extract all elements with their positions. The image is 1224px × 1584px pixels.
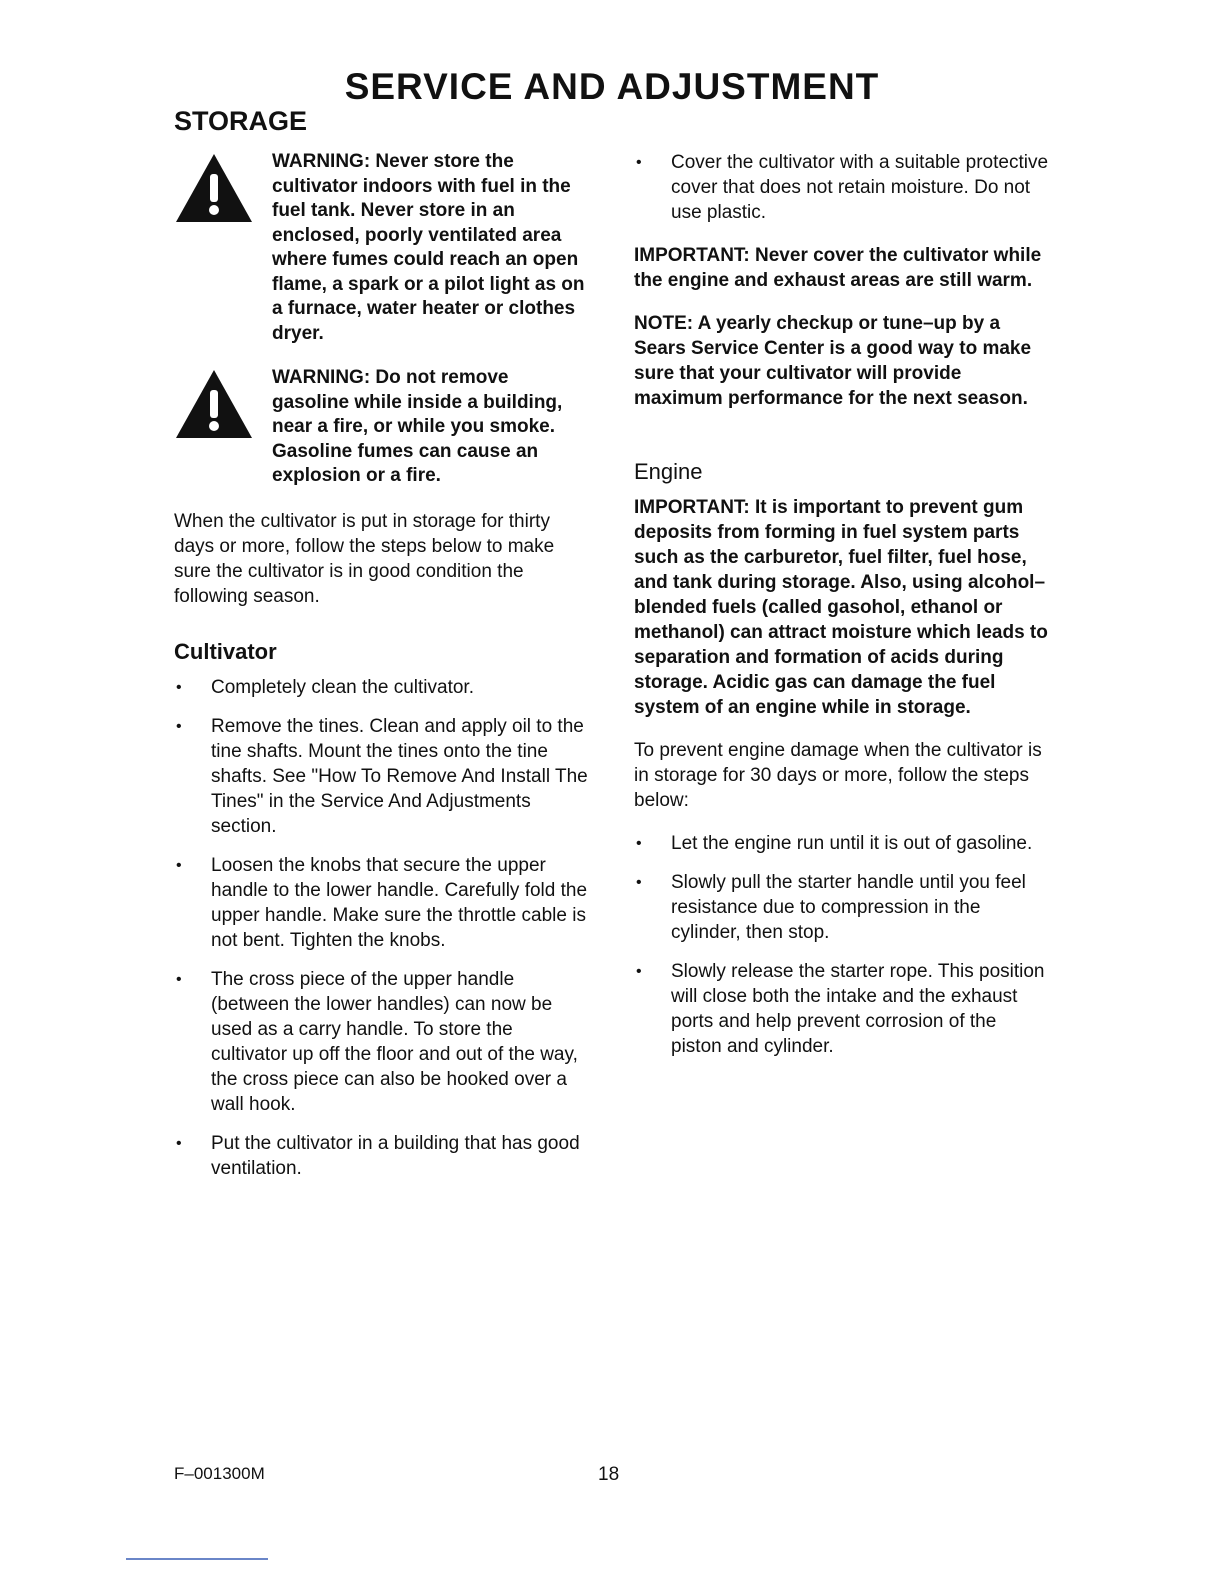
warning-1-text: WARNING: Never store the cultivator indoors with fuel in the fuel tank. Never store in an enclosed, poorly ventilated area where fumes could reach an open flame, a spark or a pilot light as on a furnace, water heater or clothes dryer. [272,151,585,344]
list-item: • Let the engine run until it is out of gasoline. [634,831,1050,856]
left-column [174,150,590,1195]
page-title: SERVICE AND ADJUSTMENT [344,66,880,107]
list-item: • Cover the cultivator with a suitable protective cover that does not retain moisture. Do not use plastic. [634,150,1050,225]
cover-list [634,150,1050,225]
list-item: • Slowly pull the starter handle until you feel resistance due to compression in the cylinder, then stop. [634,870,1050,945]
engine-list [634,831,1050,1059]
engine-heading: Engine [634,459,703,484]
important-note-1: IMPORTANT: Never cover the cultivator while the engine and exhaust areas are still warm. [634,245,1042,291]
right-column [634,150,1050,1073]
storage-intro: When the cultivator is put in storage for thirty days or more, follow the steps below to make sure the cultivator is in good condition the following season. [174,510,555,607]
engine-intro: To prevent engine damage when the cultivator is in storage for 30 days or more, follow the steps below: [634,740,1042,811]
cultivator-list [174,675,590,1181]
warning-triangle-icon [174,152,254,224]
list-item: • Put the cultivator in a building that has good ventilation. [174,1131,590,1181]
warning-block-1 [174,150,590,346]
section-title: STORAGE [174,106,308,136]
list-item: • Slowly release the starter rope. This position will close both the intake and the exhaust ports and help prevent corrosion of the piston and cylinder. [634,959,1050,1059]
warning-2-text: WARNING: Do not remove gasoline while inside a building, near a fire, or while you smoke. Gasoline fumes can cause an explosion or a fire. [272,367,563,486]
scan-edge-line [126,1558,268,1560]
list-item: • Completely clean the cultivator. [174,675,590,700]
document-code: F–001300M [174,1464,265,1483]
warning-triangle-icon [174,368,254,440]
yearly-checkup-note: NOTE: A yearly checkup or tune–up by a Sears Service Center is a good way to make sure that your cultivator will provide maximum performance for the next season. [634,313,1032,409]
warning-block-2 [174,366,590,489]
important-note-2: IMPORTANT: It is important to prevent gum deposits from forming in fuel system parts such as the carburetor, fuel filter, fuel hose, and tank during storage. Also, using alcohol–blended fuels (called gasohol, ethanol or methanol) can attract moisture which leads to separation and formation of acids during storage. Acidic gas can damage the fuel system of an engine while in storage. [634,497,1048,718]
cultivator-heading: Cultivator [174,638,277,664]
list-item: • Remove the tines. Clean and apply oil to the tine shafts. Mount the tines onto the tine shafts. See "How To Remove And Install The Tines" in the Service And Adjustments section. [174,714,590,839]
page-number: 18 [598,1464,620,1485]
list-item: • Loosen the knobs that secure the upper handle to the lower handle. Carefully fold the upper handle. Make sure the throttle cable is not bent. Tighten the knobs. [174,853,590,953]
list-item: • The cross piece of the upper handle (between the lower handles) can now be used as a carry handle. To store the cultivator up off the floor and out of the way, the cross piece can also be hooked over a wall hook. [174,967,590,1117]
